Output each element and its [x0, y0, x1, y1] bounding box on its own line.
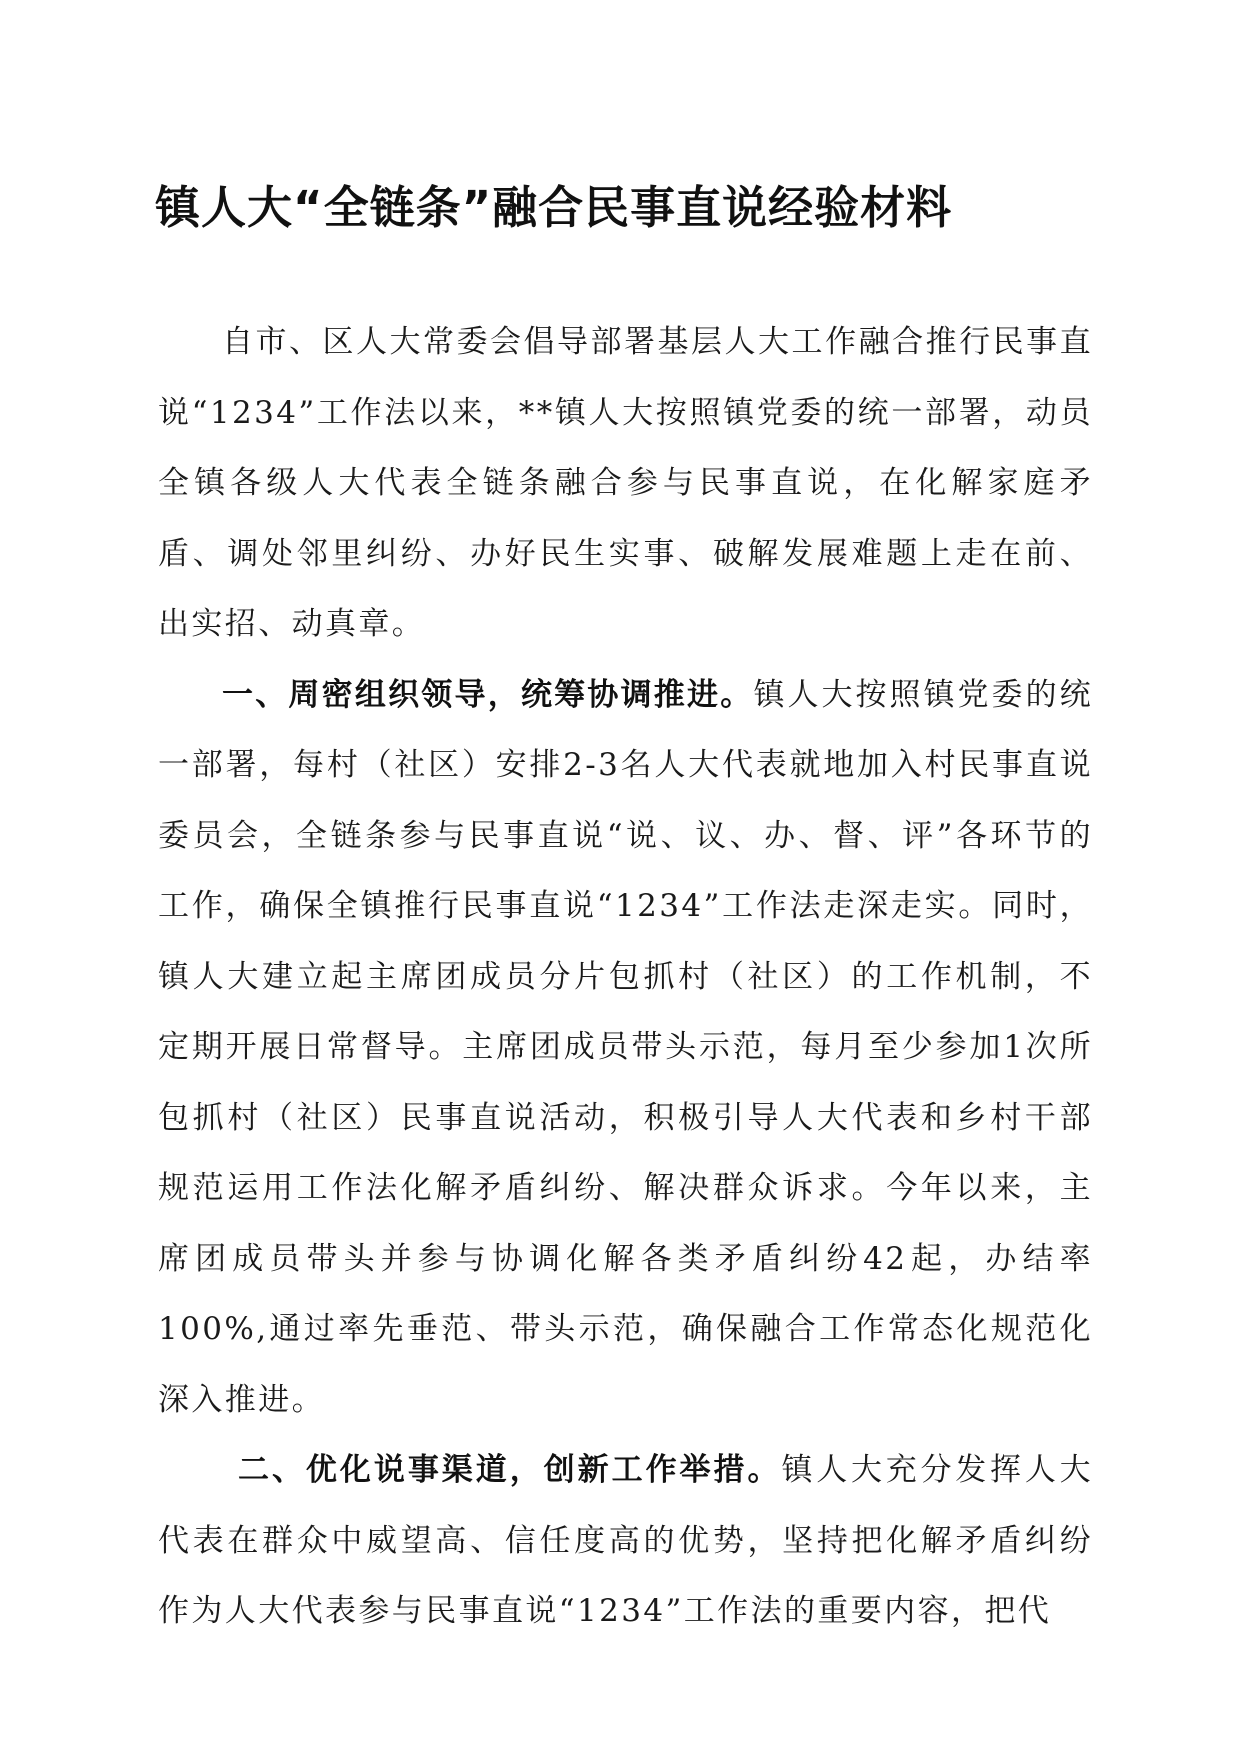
section-paragraph-1 [158, 660, 1093, 1436]
section-heading-2: 二、优化说事渠道，创新工作举措。 [238, 1452, 782, 1488]
section-heading-1: 一、周密组织领导，统筹协调推进。 [222, 676, 754, 713]
document-body [158, 307, 1093, 1647]
section-paragraph-2 [158, 1435, 1093, 1647]
section-body-1: 镇人大按照镇党委的统一部署，每村（社区）安排2-3名人大代表就地加入村民事直说委员会，全链条参与民事直说“说、议、办、督、评”各环节的工作，确保全镇推行民事直说“1234”工作法走深走实。同时，镇人大建立起主席团成员分片包抓村（社区）的工作机制，不定期开展日常督导。主席团成员带头示范，每月至少参加1次所包抓村（社区）民事直说活动，积极引导人大代表和乡村干部规范运用工作法化解矛盾纠纷、解决群众诉求。今年以来，主席团成员带头并参与协调化解各类矛盾纠纷42起，办结率100%,通过率先垂范、带头示范，确保融合工作常态化规范化深入推进。 [158, 676, 1093, 1418]
section-body-2: 镇人大充分发挥人大代表在群众中威望高、信任度高的优势，坚持把化解矛盾纠纷作为人大代表参与民事直说“1234”工作法的重要内容，把代 [158, 1452, 1093, 1629]
intro-paragraph: 自市、区人大常委会倡导部署基层人大工作融合推行民事直说“1234”工作法以来，**镇人大按照镇党委的统一部署，动员全镇各级人大代表全链条融合参与民事直说，在化解家庭矛盾、调处邻里纠纷、办好民生实事、破解发展难题上走在前、出实招、动真章。 [158, 324, 1093, 642]
document-title: 镇人大“全链条”融合民事直说经验材料 [155, 181, 953, 234]
